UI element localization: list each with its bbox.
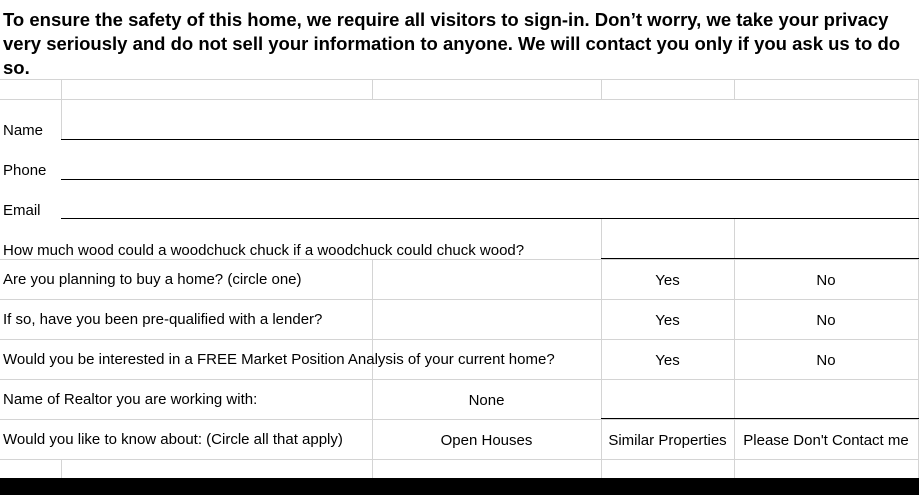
dont-contact-option[interactable]: Please Don't Contact me: [743, 432, 909, 449]
market-analysis-yes[interactable]: Yes: [655, 352, 680, 369]
realtor-none-option[interactable]: None: [468, 392, 505, 409]
market-analysis-no[interactable]: No: [816, 352, 836, 369]
market-analysis-question: Would you be interested in a FREE Market Position Analysis of your current home?: [3, 351, 555, 368]
grid-line: [734, 79, 735, 100]
grid-line: [372, 79, 373, 100]
prequalified-question: If so, have you been pre-qualified with a lender?: [3, 311, 323, 328]
buy-home-question: Are you planning to buy a home? (circle one): [3, 271, 302, 288]
know-about-question: Would you like to know about: (Circle all that apply): [3, 431, 343, 448]
name-entry-line[interactable]: [61, 139, 919, 140]
email-label: Email: [3, 202, 41, 219]
grid-line: [0, 459, 919, 460]
grid-line: [0, 339, 919, 340]
similar-properties-option[interactable]: Similar Properties: [608, 432, 727, 449]
realtor-entry-line[interactable]: [601, 418, 919, 419]
intro-text: To ensure the safety of this home, we require all visitors to sign-in. Don’t worry, we take your privacy very seriously and do not sell your information to anyone. We will contact you only if you ask us to do so.: [3, 9, 901, 78]
prequalified-yes[interactable]: Yes: [655, 312, 680, 329]
woodchuck-answer-line[interactable]: [601, 258, 919, 259]
grid-line: [61, 79, 62, 140]
grid-line: [372, 459, 373, 478]
woodchuck-question: How much wood could a woodchuck chuck if a woodchuck could chuck wood?: [3, 242, 525, 259]
grid-line: [601, 79, 602, 100]
grid-line: [0, 299, 919, 300]
buy-home-yes[interactable]: Yes: [655, 272, 680, 289]
grid-line: [61, 459, 62, 478]
name-label: Name: [3, 122, 44, 139]
phone-entry-line[interactable]: [61, 179, 919, 180]
grid-line: [0, 419, 919, 420]
phone-label: Phone: [3, 162, 47, 179]
grid-line: [0, 79, 919, 80]
bottom-bar: [0, 478, 919, 495]
open-houses-option[interactable]: Open Houses: [440, 432, 533, 449]
prequalified-no[interactable]: No: [816, 312, 836, 329]
email-entry-line[interactable]: [61, 218, 919, 219]
grid-line: [0, 379, 919, 380]
realtor-question: Name of Realtor you are working with:: [3, 391, 258, 408]
buy-home-no[interactable]: No: [816, 272, 836, 289]
grid-line: [0, 99, 919, 100]
